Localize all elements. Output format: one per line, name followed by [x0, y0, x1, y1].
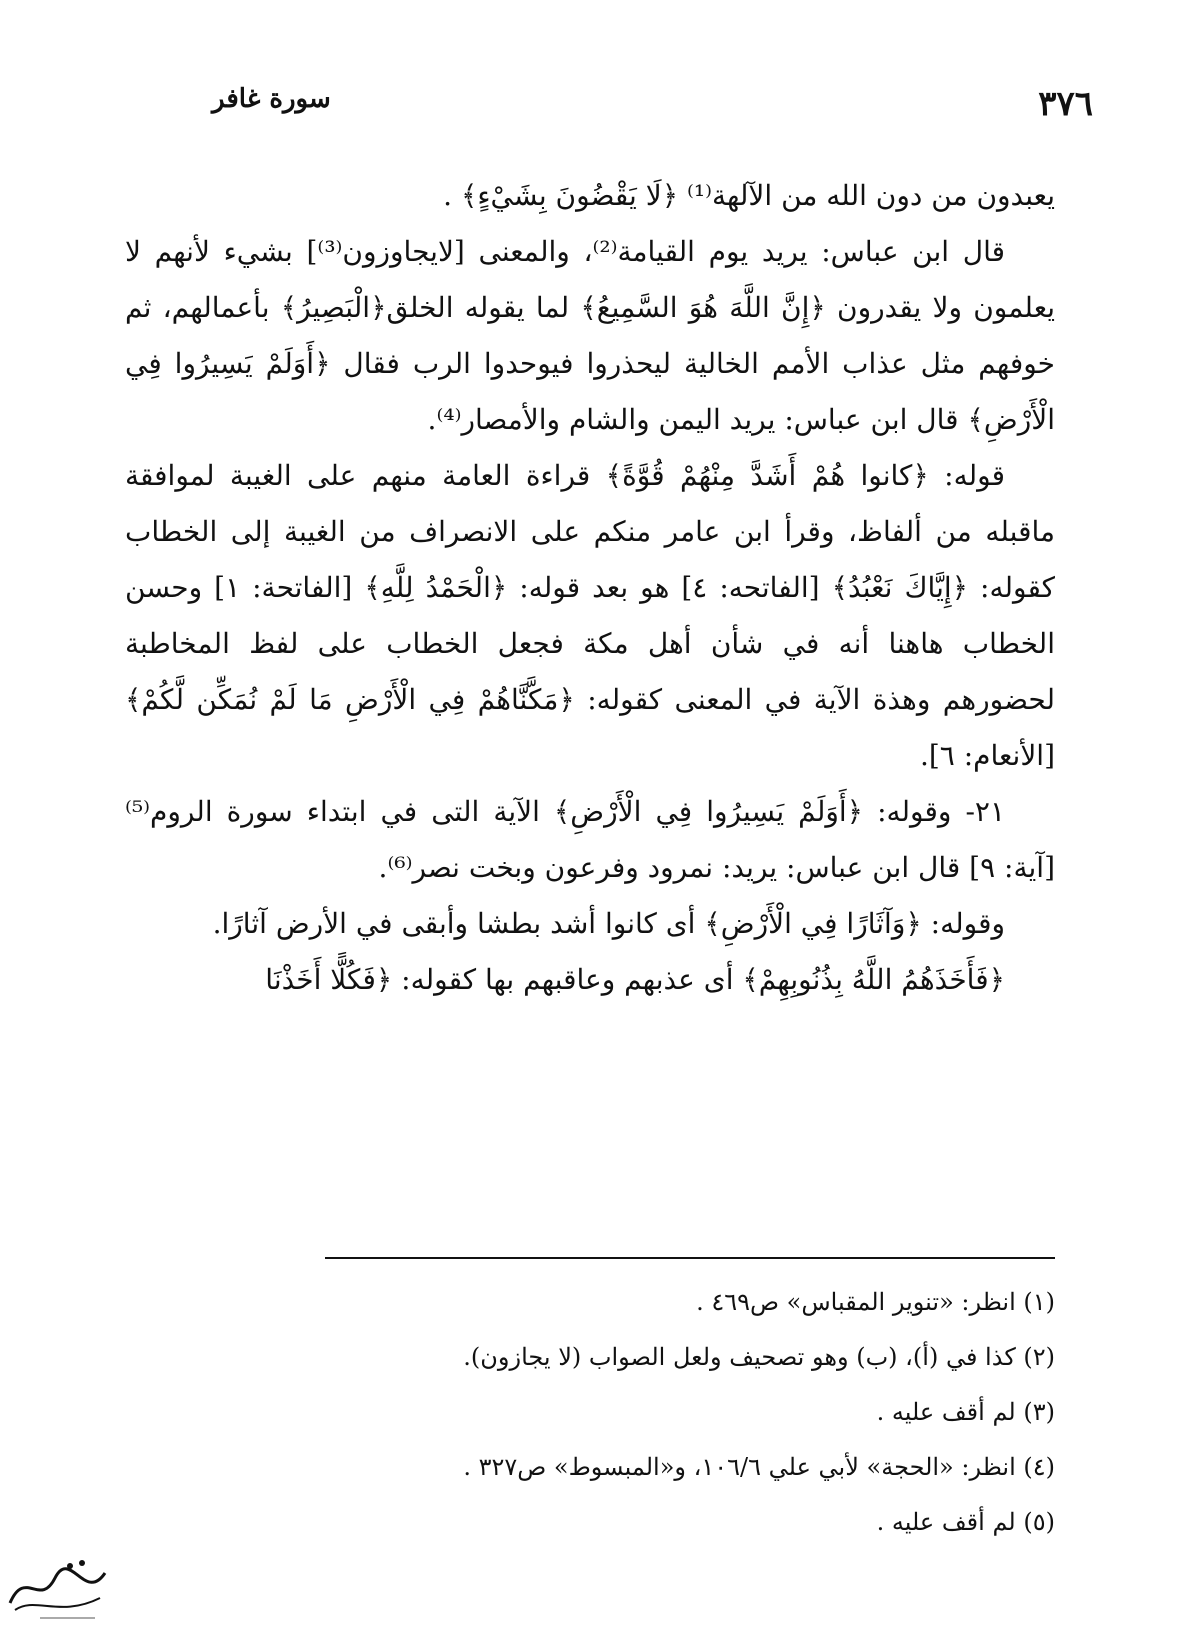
paragraph-6: ﴿فَأَخَذَهُمُ اللَّهُ بِذُنُوبِهِمْ﴾ أى عذبهم وعاقبهم بها كقوله: ﴿فَكُلًّا أَخَذْنَا — [265, 963, 1005, 996]
paragraph-1: يعبدون من دون الله من الآلهة⁽¹⁾ ﴿لَا يَقْضُونَ بِشَيْءٍ﴾ . — [443, 179, 1055, 212]
paragraph-4: ٢١- وقوله: ﴿أَوَلَمْ يَسِيرُوا فِي الْأَرْضِ﴾ الآية التى في ابتداء سورة الروم⁽⁵⁾ [آية: ٩] قال ابن عباس: يريد: نمرود وفرعون وبخت نصر⁽⁶⁾. — [125, 795, 1055, 884]
footnote-2: (٢) كذا في (أ)، (ب) وهو تصحيف ولعل الصواب (لا يجازون). — [463, 1343, 1055, 1371]
surah-title: سورة غافر — [212, 84, 331, 114]
footnote-5: (٥) لم أقف عليه . — [876, 1508, 1055, 1536]
main-text — [125, 168, 1055, 1008]
paragraph-5: وقوله: ﴿وَآثَارًا فِي الْأَرْضِ﴾ أى كانوا أشد بطشا وأبقى في الأرض آثارًا. — [212, 907, 1005, 940]
page-header — [92, 78, 1093, 128]
paragraph-2: قال ابن عباس: يريد يوم القيامة⁽²⁾، والمعنى [لايجاوزون⁽³⁾] بشيء لأنهم لا يعلمون ولا يقدرون ﴿إِنَّ اللَّهَ هُوَ السَّمِيعُ﴾ لما يقوله الخلق﴿الْبَصِيرُ﴾ بأعمالهم، ثم خوفهم مثل عذاب الأمم الخالية ليحذروا فيوحدوا الرب فقال ﴿أَوَلَمْ يَسِيرُوا فِي الْأَرْضِ﴾ قال ابن عباس: يريد اليمن والشام والأمصار⁽⁴⁾. — [125, 235, 1055, 436]
footnote-divider — [325, 1257, 1055, 1259]
footnote-3: (٣) لم أقف عليه . — [876, 1398, 1055, 1426]
footnote-4: (٤) انظر: «الحجة» لأبي علي ١٠٦/٦، و«المبسوط» ص٣٢٧ . — [463, 1453, 1055, 1481]
page-number: ٣٧٦ — [1038, 84, 1093, 124]
paragraph-3: قوله: ﴿كانوا هُمْ أَشَدَّ مِنْهُمْ قُوَّةً﴾ قراءة العامة منهم على الغيبة لموافقة ماقبله من ألفاظ، وقرأ ابن عامر منكم على الانصراف من الغيبة إلى الخطاب كقوله: ﴿إِيَّاكَ نَعْبُدُ﴾ [الفاتحه: ٤] هو بعد قوله: ﴿الْحَمْدُ لِلَّهِ﴾ [الفاتحة: ١] وحسن الخطاب هاهنا أنه في شأن أهل مكة فجعل الخطاب على لفظ المخاطبة لحضورهم وهذة الآية في المعنى كقوله: ﴿مَكَّنَّاهُمْ فِي الْأَرْضِ مَا لَمْ نُمَكِّن لَّكُمْ﴾ [الأنعام: ٦]. — [125, 459, 1055, 772]
library-seal-icon — [0, 1548, 120, 1628]
footnotes — [125, 1275, 1055, 1550]
footnote-1: (١) انظر: «تنوير المقباس» ص٤٦٩ . — [696, 1288, 1055, 1316]
